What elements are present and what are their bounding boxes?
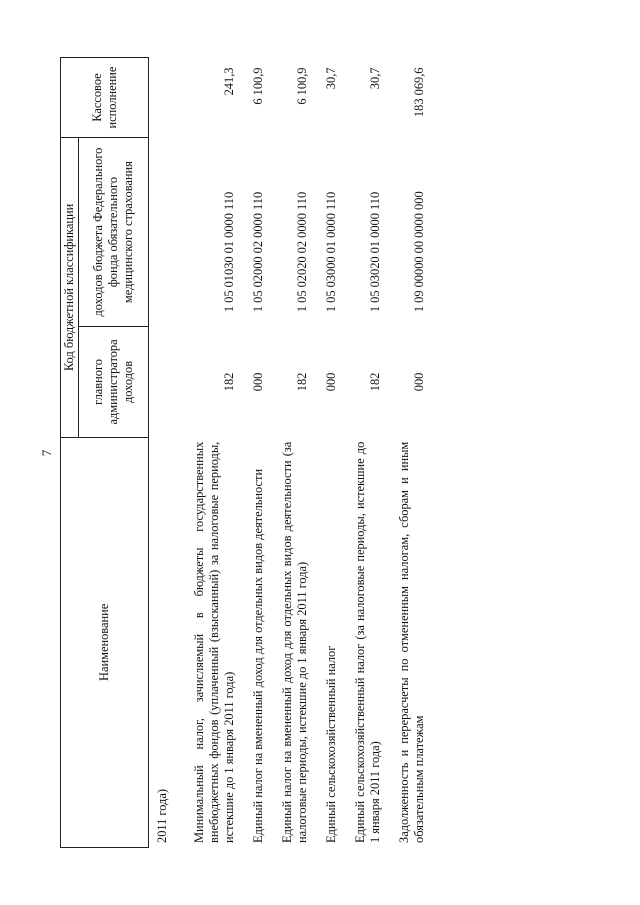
row-admin: 000 (324, 372, 338, 392)
row-name: Единый сельскохозяйственный налог (324, 645, 338, 843)
row-code: 1 05 02000 02 0000 110 (251, 191, 265, 313)
budget-table-rotated (60, 57, 603, 848)
row-code: 1 05 03020 01 0000 110 (368, 191, 382, 313)
row-name: Единый сельскохозяйственный налог (за налоговые периоды, истекшие до 1 января 2011 года) (353, 441, 382, 843)
table-row (243, 58, 272, 848)
row-name: 2011 года) (155, 789, 169, 843)
row-admin: 182 (368, 372, 382, 392)
table-row (272, 58, 316, 848)
row-amount (149, 58, 185, 138)
page-number: 7 (39, 449, 54, 457)
table-row (184, 58, 243, 848)
row-code: 1 05 01030 01 0000 110 (222, 191, 236, 313)
row-admin: 182 (295, 372, 309, 392)
header-name: Наименование (61, 437, 149, 847)
header-code-group: Код бюджетной классификации (61, 138, 79, 438)
row-amount: 241,3 (222, 67, 236, 96)
row-code: 1 05 02020 02 0000 110 (295, 191, 309, 313)
row-code: 1 09 00000 00 0000 000 (412, 191, 426, 313)
row-name: Минимальный налог, зачисляемый в бюджеты государственных внебюджетных фондов (уплаченный (взысканный) за налоговые периоды, истекшие до 1 января 2011 года) (192, 441, 236, 843)
row-admin: 182 (222, 372, 236, 392)
table-row (389, 58, 433, 848)
row-amount: 183 069,6 (412, 67, 426, 118)
row-amount: 30,7 (324, 67, 338, 90)
row-amount: 6 100,9 (295, 67, 309, 105)
row-code (149, 138, 185, 327)
table-row (149, 58, 185, 848)
table-row (316, 58, 345, 848)
row-admin (149, 327, 185, 438)
row-name: Единый налог на вмененный доход для отдельных видов деятельности (251, 468, 265, 843)
row-admin: 000 (251, 372, 265, 392)
header-execution: Кассовое исполнение (61, 58, 149, 138)
row-amount: 30,7 (368, 67, 382, 90)
row-name: Единый налог на вмененный доход для отдельных видов деятельности (за налоговые периоды, истекшие до 1 января 2011 года) (280, 441, 309, 843)
budget-execution-table (60, 57, 433, 848)
row-code: 1 05 03000 01 0000 110 (324, 191, 338, 313)
row-amount: 6 100,9 (251, 67, 265, 105)
header-income: доходов бюджета Федерального фонда обязательного медицинского страхования (79, 138, 149, 327)
header-admin: главного администратора доходов (79, 327, 149, 438)
row-admin: 000 (412, 372, 426, 392)
table-row (345, 58, 389, 848)
row-name: Задолженность и перерасчеты по отмененным налогам, сборам и иным обязательным платежам (397, 441, 426, 843)
